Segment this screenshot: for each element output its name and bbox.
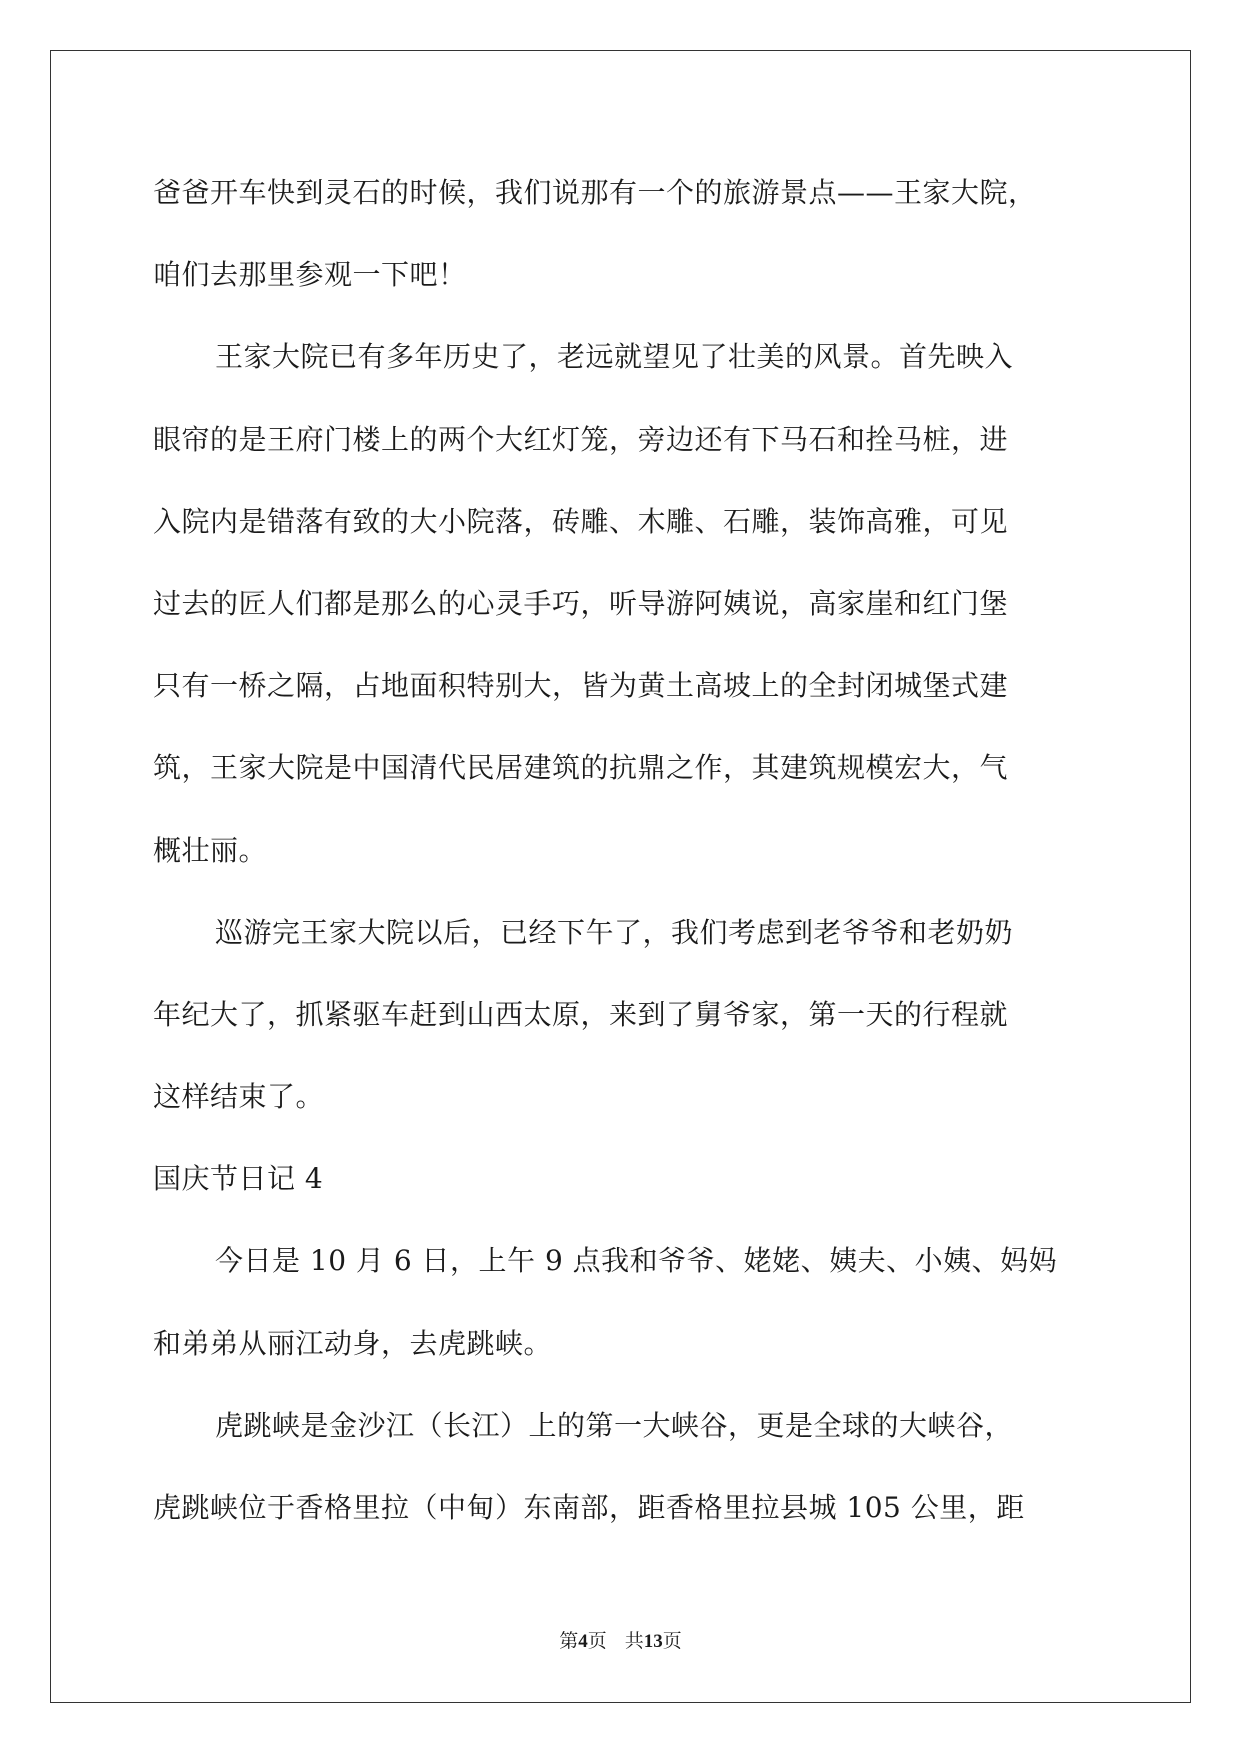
text-line: 巡游完王家大院以后，已经下午了，我们考虑到老爷爷和老奶奶 (215, 915, 1014, 949)
text-line: 咱们去那里参观一下吧！ (153, 258, 467, 292)
text-line: 年纪大了，抓紧驱车赶到山西太原，来到了舅爷家，第一天的行程就 (153, 997, 1009, 1031)
text-line: 过去的匠人们都是那么的心灵手巧，听导游阿姨说，高家崖和红门堡 (153, 586, 1009, 620)
document-body (153, 152, 1089, 1549)
page-prefix: 第 (559, 1631, 579, 1652)
text-line: 筑，王家大院是中国清代民居建筑的抗鼎之作，其建筑规模宏大，气 (153, 751, 1009, 785)
page-suffix: 页 (587, 1631, 607, 1652)
text-line: 爸爸开车快到灵石的时候，我们说那有一个的旅游景点——王家大院， (153, 176, 1037, 209)
total-pages: 13 (643, 1631, 663, 1652)
text-line: 概壮丽。 (153, 833, 268, 867)
text-line: 虎跳峡是金沙江（长江）上的第一大峡谷，更是全球的大峡谷， (215, 1408, 1014, 1442)
text-line: 眼帘的是王府门楼上的两个大红灯笼，旁边还有下马石和拴马桩，进 (153, 422, 1009, 456)
page-number: 4 (578, 1631, 588, 1652)
text-line: 只有一桥之隔，占地面积特别大，皆为黄土高坡上的全封闭城堡式建 (153, 669, 1009, 703)
text-line: 王家大院已有多年历史了，老远就望见了壮美的风景。首先映入 (215, 340, 1014, 374)
page-footer (0, 1626, 1241, 1653)
total-prefix: 共 (624, 1631, 644, 1652)
text-line: 虎跳峡位于香格里拉（中甸）东南部，距香格里拉县城 105 公里，距 (153, 1491, 1025, 1524)
section-heading: 国庆节日记 4 (153, 1162, 324, 1196)
text-line: 今日是 10 月 6 日，上午 9 点我和爷爷、姥姥、姨夫、小姨、妈妈 (215, 1244, 1058, 1278)
text-line: 这样结束了。 (153, 1080, 325, 1114)
total-suffix: 页 (662, 1631, 682, 1652)
text-line: 入院内是错落有致的大小院落，砖雕、木雕、石雕，装饰高雅，可见 (153, 504, 1009, 538)
text-line: 和弟弟从丽江动身，去虎跳峡。 (153, 1326, 553, 1360)
